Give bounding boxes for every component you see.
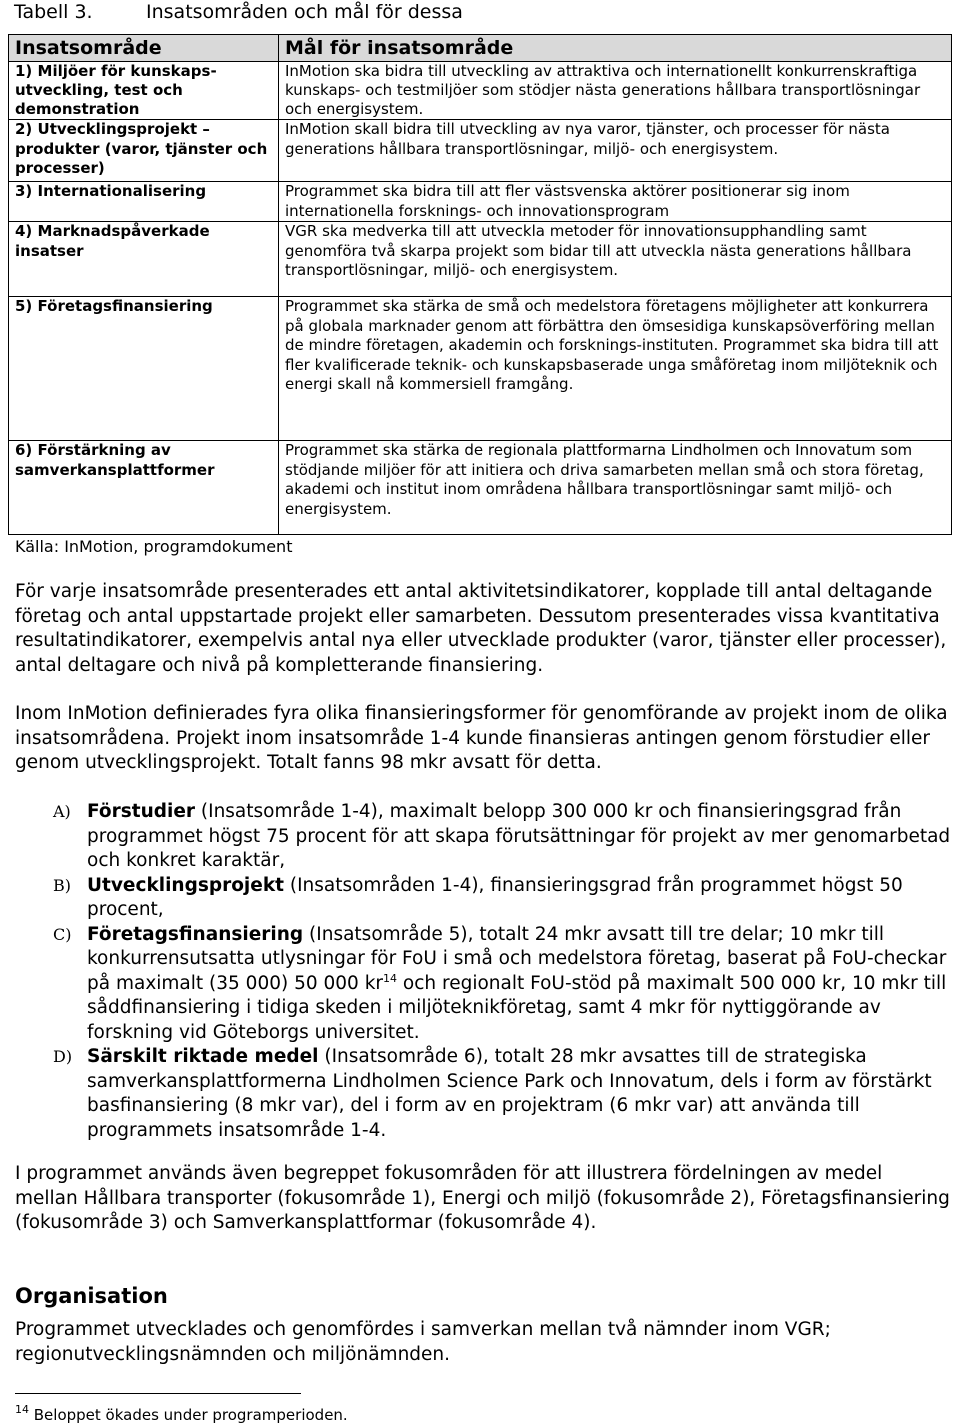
table-row [9, 441, 952, 535]
list-item [15, 923, 955, 1046]
area-cell: 6) Förstärkning av samverkansplattformer [9, 441, 279, 535]
list-marker: C) [53, 924, 72, 944]
area-cell: 4) Marknadspåverkade insatser [9, 222, 279, 297]
list-item [15, 800, 955, 874]
footnote-number: 14 [15, 1403, 29, 1416]
list-term: Utvecklingsprojekt [87, 874, 284, 896]
goal-cell: InMotion skall bidra till utveckling av nya varor, tjänster, och processer för nästa generations hållbara transportlösningar, miljö- och energisystem. [279, 120, 952, 182]
paragraph-financing-forms: Inom InMotion definierades fyra olika finansieringsformer för genomförande av projekt inom de olika insatsområdena. Projekt inom insatsområde 1-4 kunde finansieras antingen genom förstudier eller genom utvecklingsprojekt. Totalt fanns 98 mkr avsatt för detta. [15, 703, 948, 773]
table-title: Insatsområden och mål för dessa [146, 1, 463, 23]
column-header-goal: Mål för insatsområde [279, 35, 952, 62]
paragraph-organisation: Programmet utvecklades och genomfördes i samverkan mellan två nämnder inom VGR; regionutvecklingsnämnden och miljönämnden. [15, 1319, 831, 1365]
list-text: och regionalt FoU-stöd på maximalt 500 000 kr, 10 mkr till såddfinansiering i tidiga skeden i miljöteknikföretag, samt 4 mkr för nyttiggörande av forskning vid Göteborgs universitet. [87, 972, 947, 1043]
table-row [9, 182, 952, 222]
list-marker: D) [53, 1047, 73, 1066]
goals-table [8, 34, 952, 535]
paragraph-indicators: För varje insatsområde presenterades ett antal aktivitetsindikatorer, kopplade till antal deltagande företag och antal uppstartade projekt eller samarbeten. Dessutom presenterades vissa kvantitativa resultatindikatorer, exempelvis antal nya eller utvecklade produkter (varor, tjänster eller processer), antal deltagare och nivå på kompletterande finansiering. [15, 581, 947, 676]
list-text: (Insatsområde 6), totalt 28 mkr avsattes till de strategiska samverkansplattformerna Lindholmen Science Park och Innovatum, dels i form av förstärkt basfinansiering (8 mkr var), del i form av en projektram (6 mkr var) att använda till programmets insatsområde 1-4. [87, 1046, 932, 1141]
footnote-divider [15, 1393, 301, 1394]
goal-cell: Programmet ska stärka de små och medelstora företagens möjligheter att konkurrera på globala marknader genom att förbättra den ömsesidiga kunskapsöverföring mellan de mindre företagen, akademin och forsknings-instituten. Programmet ska bidra till att fler kvalificerade teknik- och kunskapsbaserade unga småföretag inom miljöteknik och energi skall nå kommersiell framgång. [279, 297, 952, 441]
table-row [9, 297, 952, 441]
area-cell: 2) Utvecklingsprojekt – produkter (varor, tjänster och processer) [9, 120, 279, 182]
list-text: (Insatsområde 5), totalt 24 mkr avsatt till tre delar; 10 mkr till konkurrensutsatta utlysningar för FoU i små och medelstora företag, baserat på FoU-checkar på maximalt (35 000) 50 000 kr [87, 923, 947, 994]
footnote-text: Beloppet ökades under programperioden. [29, 1406, 348, 1424]
section-heading-organisation: Organisation [15, 1284, 168, 1308]
column-header-area: Insatsområde [9, 35, 279, 62]
list-item [15, 874, 955, 923]
list-term: Särskilt riktade medel [87, 1046, 319, 1067]
list-term: Företagsfinansiering [87, 923, 304, 945]
list-term: Förstudier [87, 801, 196, 822]
goal-cell: Programmet ska bidra till att fler västsvenska aktörer positionerar sig inom internationella forsknings- och innovationsprogram [279, 182, 952, 222]
footnote-reference[interactable]: 14 [383, 971, 398, 985]
list-text: (Insatsområde 1-4), maximalt belopp 300 000 kr och finansieringsgrad från programmet högst 75 procent för att skapa förutsättningar för projekt av mer genomarbetad och konkret karaktär, [87, 801, 951, 871]
list-item [15, 1045, 955, 1143]
goal-cell: Programmet ska stärka de regionala plattformarna Lindholmen och Innovatum som stödjande miljöer för att initiera och driva samarbeten mellan små och stora företag, akademi och institut inom områdena hållbara transportlösningar samt miljö- och energisystem. [279, 441, 952, 535]
table-number: Tabell 3. [14, 1, 93, 23]
table-row [9, 62, 952, 120]
table-row [9, 120, 952, 182]
footnote [15, 1404, 348, 1426]
area-cell: 1) Miljöer för kunskaps-utveckling, test och demonstration [9, 62, 279, 120]
list-marker: A) [53, 802, 71, 821]
table-source: Källa: InMotion, programdokument [15, 537, 293, 556]
financing-list [15, 800, 955, 1143]
list-marker: B) [53, 875, 71, 895]
area-cell: 3) Internationalisering [9, 182, 279, 222]
goal-cell: InMotion ska bidra till utveckling av attraktiva och internationellt konkurrenskraftiga kunskaps- och testmiljöer som stödjer nästa generations hållbara transportlösningar och energisystem. [279, 62, 952, 120]
table-row [9, 222, 952, 297]
paragraph-focus-areas: I programmet används även begreppet fokusområden för att illustrera fördelningen av medel mellan Hållbara transporter (fokusområde 1), Energi och miljö (fokusområde 2), Företagsfinansiering (fokusområde 3) och Samverkansplattformar (fokusområde 4). [15, 1163, 950, 1233]
list-text: (Insatsområden 1-4), finansieringsgrad från programmet högst 50 procent, [87, 874, 903, 920]
area-cell: 5) Företagsfinansiering [9, 297, 279, 441]
goal-cell: VGR ska medverka till att utveckla metoder för innovationsupphandling samt genomföra två skarpa projekt som bidar till att utveckla nästa generations hållbara transportlösningar, miljö- och energisystem. [279, 222, 952, 297]
table-header-row [9, 35, 952, 62]
table-caption [14, 0, 463, 24]
